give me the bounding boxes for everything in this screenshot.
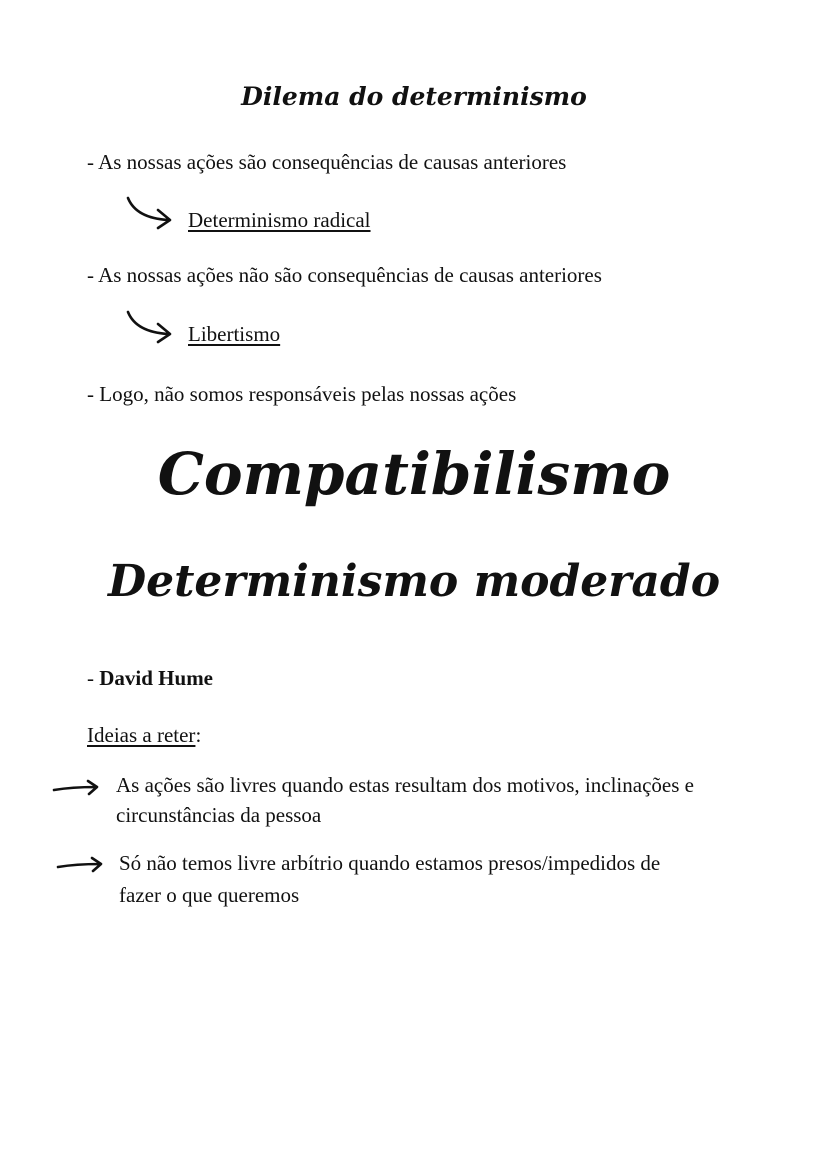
heading-compatibilismo: Compatibilismo xyxy=(157,440,671,508)
premise-2: - As nossas ações não são consequências de causas anteriores xyxy=(87,263,602,287)
arrow-right-icon xyxy=(52,780,100,796)
idea-1-line-1: As ações são livres quando estas resultam dos motivos, inclinações e xyxy=(116,773,694,797)
idea-2-line-2: fazer o que queremos xyxy=(119,883,300,907)
ideas-label: Ideias a reter xyxy=(87,723,196,747)
result-2: Libertismo xyxy=(188,322,281,346)
curved-arrow-icon xyxy=(126,310,176,342)
premise-1: - As nossas ações são consequências de causas anteriores xyxy=(87,150,567,174)
page-title: Dilema do determinismo xyxy=(241,82,587,111)
conclusion: - Logo, não somos responsáveis pelas nossas ações xyxy=(87,382,517,406)
idea-1-line-2: circunstâncias da pessoa xyxy=(116,803,322,827)
author: David Hume xyxy=(99,666,214,690)
arrow-right-icon xyxy=(56,857,104,873)
heading-determinismo-moderado: Determinismo moderado xyxy=(107,556,721,607)
ideas-colon: : xyxy=(195,723,202,747)
idea-2-line-1: Só não temos livre arbítrio quando estamos presos/impedidos de xyxy=(119,851,661,875)
curved-arrow-icon xyxy=(126,196,176,228)
ideas-heading xyxy=(87,721,201,749)
author-line xyxy=(87,664,213,692)
result-1: Determinismo radical xyxy=(188,208,371,232)
author-prefix: - xyxy=(87,666,100,690)
